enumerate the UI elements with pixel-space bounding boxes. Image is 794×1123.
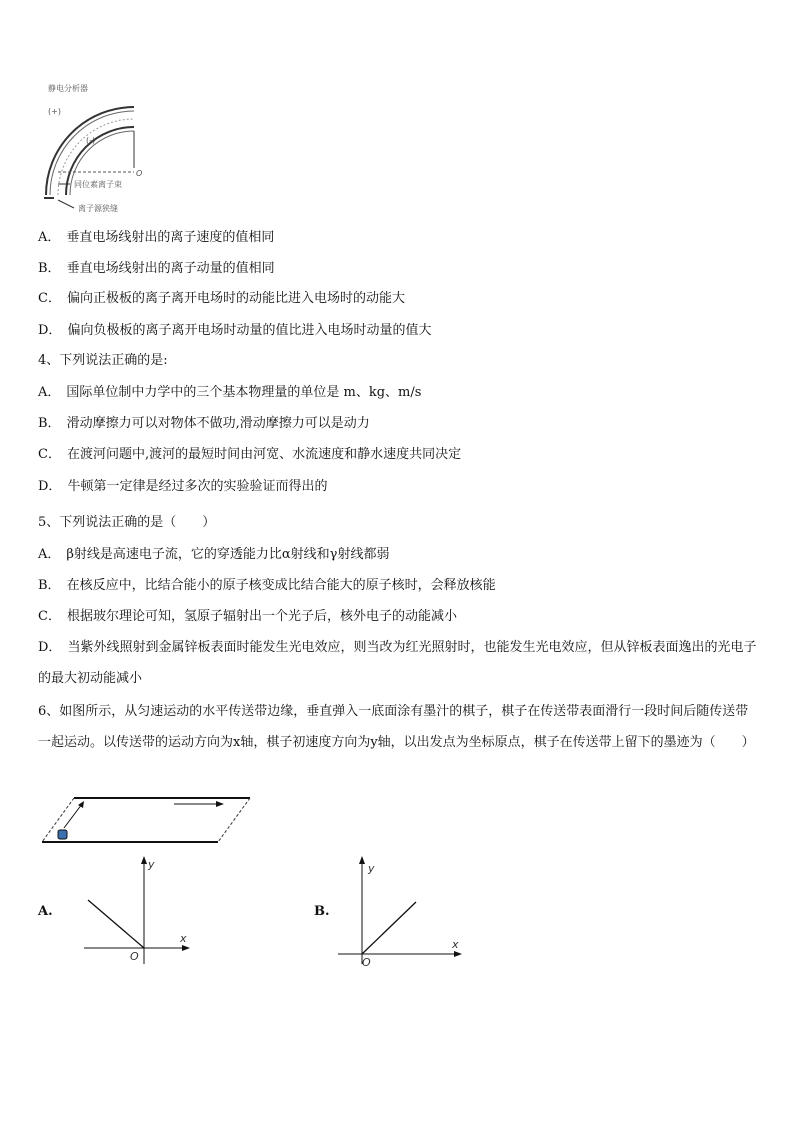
- option-text: 垂直电场线射出的离子速度的值相同: [66, 230, 275, 245]
- option-label: C．: [38, 447, 61, 462]
- x-axis-arrow: [454, 951, 462, 957]
- option-label: B．: [38, 578, 61, 593]
- q5-option-a: [38, 546, 389, 564]
- option-label: D．: [38, 479, 62, 494]
- figure-source-label: 离子源狭缝: [78, 204, 118, 213]
- q6-option-b-label: B.: [314, 904, 330, 919]
- option-label: D．: [38, 323, 62, 338]
- q6-option-a-graph: [80, 852, 200, 970]
- q6-stem: 6、如图所示，从匀速运动的水平传送带边缘，垂直弹入一底面涂有墨汁的棋子，棋子在传送带表面滑行一段时间后随传送带一起运动。以传送带的运动方向为x轴，棋子初速度方向为y轴，以出发点为坐标原点，棋子在传送带上留下的墨迹为（ ）: [38, 704, 755, 750]
- option-label: B．: [38, 416, 61, 431]
- option-text: β射线是高速电子流，它的穿透能力比α射线和γ射线都弱: [66, 547, 390, 562]
- electrostatic-analyzer-figure: [36, 80, 148, 220]
- q6-option-a-label: A.: [38, 904, 53, 919]
- q4-stem: 4、下列说法正确的是:: [38, 353, 168, 368]
- q3-option-d: [38, 322, 431, 340]
- option-text: 牛顿第一定律是经过多次的实验验证而得出的: [67, 479, 328, 494]
- option-text: 当紫外线照射到金属锌板表面时能发生光电效应，则当改为红光照射时，也能发生光电效应，但从锌板表面逸出的光电子的最大初动能减小: [38, 640, 757, 686]
- q5-stem: 5、下列说法正确的是（ ）: [38, 515, 216, 530]
- option-label: D．: [38, 640, 62, 655]
- initial-velocity-arrow-head: [78, 801, 84, 808]
- q5-option-c: [38, 608, 457, 626]
- origin-label: O: [130, 950, 139, 963]
- option-label: C．: [38, 291, 61, 306]
- conveyor-belt-figure: [38, 790, 258, 850]
- belt-right-side: [218, 798, 250, 842]
- q6-option-b-graph: [334, 852, 470, 970]
- q3-option-a: [38, 229, 274, 247]
- q5-option-b: [38, 577, 496, 595]
- figure-beam-label: 同位素离子束: [74, 180, 122, 189]
- figure-label-plus: (+): [48, 107, 61, 116]
- q4-option-d: [38, 478, 327, 496]
- axis-y-label: y: [148, 858, 155, 871]
- belt-arrow-head: [216, 801, 224, 807]
- option-text: 偏向负极板的离子离开电场时动量的值比进入电场时动量的值大: [67, 323, 432, 338]
- option-text: 在渡河问题中,渡河的最短时间由河宽、水流速度和静水速度共同决定: [66, 447, 462, 462]
- q3-option-b: [38, 260, 275, 278]
- option-text: 国际单位制中力学中的三个基本物理量的单位是 m、kg、m/s: [66, 385, 422, 400]
- option-label: A．: [38, 385, 61, 400]
- source-leader-line: [58, 200, 74, 208]
- trajectory-line: [362, 902, 416, 954]
- chess-piece-icon: [58, 830, 67, 839]
- option-label: A．: [38, 547, 61, 562]
- option-label: A．: [38, 230, 61, 245]
- q3-option-c: [38, 290, 405, 308]
- option-text: 偏向正极板的离子离开电场时的动能比进入电场时的动能大: [66, 291, 405, 306]
- option-label: B．: [38, 261, 61, 276]
- option-text: 滑动摩擦力可以对物体不做功,滑动摩擦力可以是动力: [66, 416, 370, 431]
- option-text: 根据玻尔理论可知，氢原子辐射出一个光子后，核外电子的动能减小: [66, 609, 457, 624]
- axis-x-label: x: [180, 932, 187, 945]
- q4-option-a: [38, 384, 421, 402]
- y-axis-arrow: [359, 856, 365, 864]
- axis-y-label: y: [368, 862, 375, 875]
- q4-option-c: [38, 446, 461, 464]
- figure-label-minus: (-): [86, 136, 96, 145]
- origin-label: O: [362, 956, 371, 969]
- y-axis-arrow: [141, 856, 147, 864]
- option-text: 垂直电场线射出的离子动量的值相同: [66, 261, 275, 276]
- trajectory-line: [88, 900, 144, 948]
- option-text: 在核反应中，比结合能小的原子核变成比结合能大的原子核时，会释放核能: [66, 578, 496, 593]
- axis-x-label: x: [452, 938, 459, 951]
- q4-option-b: [38, 415, 370, 433]
- x-axis-arrow: [182, 945, 190, 951]
- q5-option-d: [38, 632, 758, 694]
- figure-label-analyzer: 静电分析器: [48, 84, 88, 93]
- figure-origin-label: O: [136, 169, 143, 178]
- option-label: C．: [38, 609, 61, 624]
